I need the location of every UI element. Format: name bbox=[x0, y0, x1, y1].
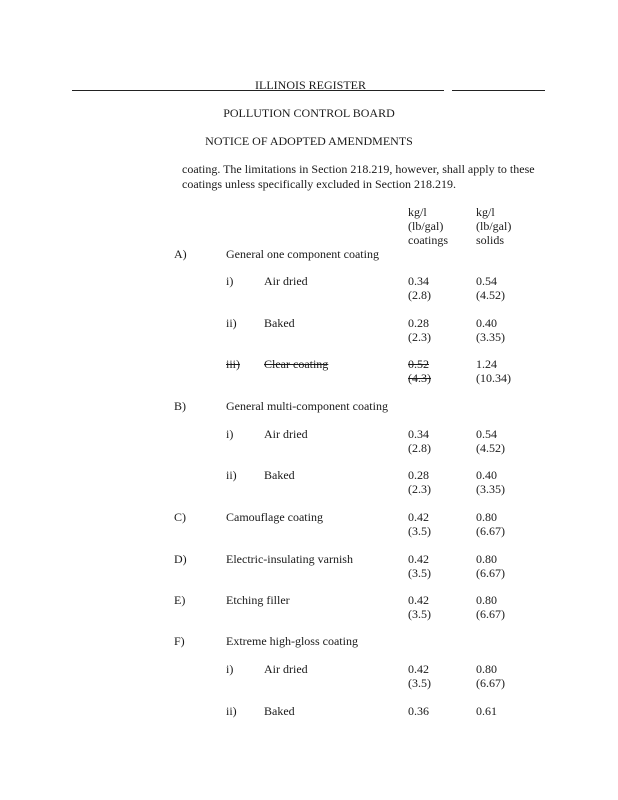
intro-line-2: coatings unless specifically excluded in Section 218.219. bbox=[182, 177, 456, 191]
value-lb: (10.34) bbox=[476, 371, 511, 385]
value-coatings bbox=[408, 427, 431, 455]
value-lb: (4.52) bbox=[476, 288, 505, 302]
section-label-c: C) bbox=[174, 510, 186, 524]
value-lb: (2.3) bbox=[408, 482, 431, 496]
board-title: POLLUTION CONTROL BOARD bbox=[223, 106, 395, 120]
value-kg: 1.24 bbox=[476, 357, 497, 371]
item-number: ii) bbox=[226, 316, 237, 330]
value-kg: 0.28 bbox=[408, 316, 429, 330]
value-kg: 0.40 bbox=[476, 468, 497, 482]
item-name: Air dried bbox=[264, 274, 308, 288]
item-number: i) bbox=[226, 274, 234, 288]
column-header-solids-line: solids bbox=[476, 233, 505, 247]
column-header-solids bbox=[476, 205, 511, 247]
value-kg: 0.34 bbox=[408, 274, 429, 288]
item-name: Baked bbox=[264, 468, 295, 482]
value-solids bbox=[476, 357, 511, 385]
header-rule-right bbox=[452, 90, 545, 91]
value-coatings bbox=[408, 274, 431, 302]
value-lb: (4.3) bbox=[408, 371, 431, 385]
item-number: i) bbox=[226, 427, 234, 441]
value-coatings bbox=[408, 662, 431, 690]
item-name: Baked bbox=[264, 316, 295, 330]
item-name-deleted: Clear coating bbox=[264, 357, 329, 371]
item-name: Air dried bbox=[264, 427, 308, 441]
value-kg: 0.28 bbox=[408, 468, 429, 482]
value-lb: (6.67) bbox=[476, 607, 505, 621]
value-lb: (3.35) bbox=[476, 330, 505, 344]
section-name-c: Camouflage coating bbox=[226, 510, 323, 524]
value-lb: (3.5) bbox=[408, 566, 431, 580]
register-title: ILLINOIS REGISTER bbox=[255, 78, 366, 92]
section-name-a: General one component coating bbox=[226, 247, 379, 261]
section-name-f: Extreme high-gloss coating bbox=[226, 634, 358, 648]
value-kg: 0.42 bbox=[408, 510, 429, 524]
value-kg: 0.42 bbox=[408, 593, 429, 607]
value-coatings bbox=[408, 316, 431, 344]
value-solids bbox=[476, 552, 505, 580]
section-name-e: Etching filler bbox=[226, 593, 290, 607]
item-number: ii) bbox=[226, 468, 237, 482]
value-lb: (6.67) bbox=[476, 566, 505, 580]
value-lb: (2.8) bbox=[408, 441, 431, 455]
value-coatings: 0.36 bbox=[408, 704, 429, 718]
value-coatings bbox=[408, 552, 431, 580]
value-solids bbox=[476, 468, 505, 496]
value-lb: (3.5) bbox=[408, 676, 431, 690]
value-lb: (6.67) bbox=[476, 676, 505, 690]
value-kg: 0.34 bbox=[408, 427, 429, 441]
value-kg: 0.80 bbox=[476, 662, 497, 676]
value-kg: 0.80 bbox=[476, 552, 497, 566]
item-name: Baked bbox=[264, 704, 295, 718]
section-label-f: F) bbox=[174, 634, 185, 648]
value-solids bbox=[476, 316, 505, 344]
value-kg: 0.42 bbox=[408, 662, 429, 676]
section-name-b: General multi-component coating bbox=[226, 399, 388, 413]
section-label-e: E) bbox=[174, 593, 186, 607]
value-kg: 0.80 bbox=[476, 510, 497, 524]
value-solids bbox=[476, 662, 505, 690]
value-lb: (3.5) bbox=[408, 524, 431, 538]
value-kg: 0.80 bbox=[476, 593, 497, 607]
column-header-coatings-line: kg/l bbox=[408, 205, 427, 219]
value-coatings bbox=[408, 510, 431, 538]
item-name: Air dried bbox=[264, 662, 308, 676]
value-solids: 0.61 bbox=[476, 704, 497, 718]
value-solids bbox=[476, 274, 505, 302]
section-label-d: D) bbox=[174, 552, 187, 566]
item-number: i) bbox=[226, 662, 234, 676]
value-lb: (3.5) bbox=[408, 607, 431, 621]
value-lb: (2.3) bbox=[408, 330, 431, 344]
value-solids bbox=[476, 427, 505, 455]
intro-line-1: coating. The limitations in Section 218.219, however, shall apply to these bbox=[182, 162, 535, 176]
value-lb: (6.67) bbox=[476, 524, 505, 538]
column-header-coatings bbox=[408, 205, 448, 247]
value-kg: 0.54 bbox=[476, 274, 497, 288]
value-lb: (3.35) bbox=[476, 482, 505, 496]
value-coatings-deleted bbox=[408, 357, 431, 385]
value-kg: 0.42 bbox=[408, 552, 429, 566]
column-header-solids-line: (lb/gal) bbox=[476, 219, 512, 233]
value-solids bbox=[476, 593, 505, 621]
value-lb: (4.52) bbox=[476, 441, 505, 455]
column-header-solids-line: kg/l bbox=[476, 205, 495, 219]
column-header-coatings-line: (lb/gal) bbox=[408, 219, 444, 233]
value-lb: (2.8) bbox=[408, 288, 431, 302]
value-coatings bbox=[408, 593, 431, 621]
value-solids bbox=[476, 510, 505, 538]
value-kg: 0.52 bbox=[408, 357, 429, 371]
column-header-coatings-line: coatings bbox=[408, 233, 448, 247]
item-number: ii) bbox=[226, 704, 237, 718]
value-coatings bbox=[408, 468, 431, 496]
section-label-a: A) bbox=[174, 247, 187, 261]
value-kg: 0.54 bbox=[476, 427, 497, 441]
section-label-b: B) bbox=[174, 399, 186, 413]
notice-title: NOTICE OF ADOPTED AMENDMENTS bbox=[205, 134, 413, 148]
section-name-d: Electric-insulating varnish bbox=[226, 552, 353, 566]
item-number-deleted: iii) bbox=[226, 357, 240, 371]
value-kg: 0.40 bbox=[476, 316, 497, 330]
